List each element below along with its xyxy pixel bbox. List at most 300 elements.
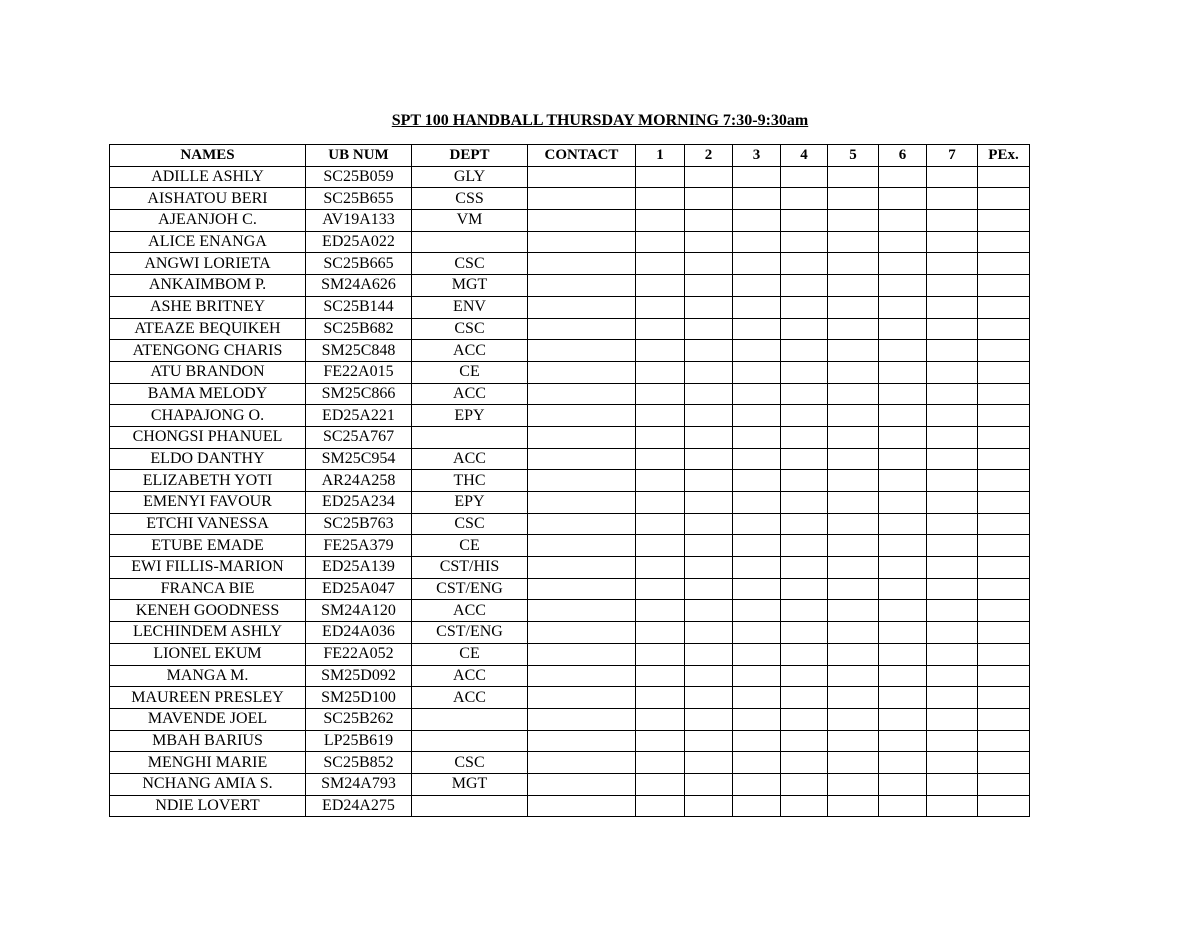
contact-cell [528,188,636,210]
session-6-cell [879,622,927,644]
session-1-cell [636,231,685,253]
session-3-cell [733,643,781,665]
dept-cell: CST/HIS [412,557,528,579]
pex-cell [978,492,1030,514]
session-7-cell [927,231,978,253]
dept-cell: CSC [412,752,528,774]
dept-cell: CSC [412,318,528,340]
header-session-5: 5 [828,145,879,167]
session-1-cell [636,730,685,752]
pex-cell [978,578,1030,600]
pex-cell [978,253,1030,275]
session-2-cell [685,492,733,514]
session-3-cell [733,340,781,362]
session-2-cell [685,687,733,709]
name-cell: EMENYI FAVOUR [110,492,306,514]
ub-num-cell: SM25D092 [306,665,412,687]
pex-cell [978,405,1030,427]
session-2-cell [685,535,733,557]
name-cell: ALICE ENANGA [110,231,306,253]
session-1-cell [636,687,685,709]
table-row [110,426,1030,448]
session-1-cell [636,752,685,774]
name-cell: NDIE LOVERT [110,795,306,817]
name-cell: LIONEL EKUM [110,643,306,665]
name-cell: ANKAIMBOM P. [110,275,306,297]
session-3-cell [733,296,781,318]
session-1-cell [636,557,685,579]
pex-cell [978,708,1030,730]
session-1-cell [636,275,685,297]
session-2-cell [685,275,733,297]
session-6-cell [879,166,927,188]
session-6-cell [879,643,927,665]
session-5-cell [828,665,879,687]
session-6-cell [879,665,927,687]
dept-cell: VM [412,210,528,232]
session-4-cell [781,188,828,210]
session-2-cell [685,470,733,492]
dept-cell: ACC [412,665,528,687]
dept-cell: ACC [412,340,528,362]
session-1-cell [636,622,685,644]
session-6-cell [879,752,927,774]
ub-num-cell: SC25A767 [306,426,412,448]
table-row [110,383,1030,405]
contact-cell [528,578,636,600]
session-6-cell [879,578,927,600]
dept-cell [412,795,528,817]
table-row [110,210,1030,232]
session-3-cell [733,622,781,644]
contact-cell [528,600,636,622]
session-2-cell [685,340,733,362]
session-4-cell [781,383,828,405]
name-cell: ATU BRANDON [110,361,306,383]
contact-cell [528,795,636,817]
dept-cell: ACC [412,383,528,405]
ub-num-cell: ED25A022 [306,231,412,253]
pex-cell [978,643,1030,665]
session-1-cell [636,448,685,470]
session-3-cell [733,665,781,687]
ub-num-cell: SC25B682 [306,318,412,340]
session-7-cell [927,492,978,514]
contact-cell [528,253,636,275]
header-session-7: 7 [927,145,978,167]
pex-cell [978,795,1030,817]
contact-cell [528,687,636,709]
session-1-cell [636,166,685,188]
table-row [110,643,1030,665]
session-7-cell [927,296,978,318]
pex-cell [978,752,1030,774]
session-4-cell [781,730,828,752]
session-5-cell [828,275,879,297]
session-7-cell [927,275,978,297]
session-2-cell [685,231,733,253]
session-7-cell [927,687,978,709]
session-5-cell [828,470,879,492]
contact-cell [528,665,636,687]
name-cell: KENEH GOODNESS [110,600,306,622]
table-row [110,340,1030,362]
session-4-cell [781,340,828,362]
table-row [110,622,1030,644]
session-1-cell [636,795,685,817]
ub-num-cell: AR24A258 [306,470,412,492]
contact-cell [528,448,636,470]
name-cell: NCHANG AMIA S. [110,773,306,795]
header-dept: DEPT [412,145,528,167]
session-1-cell [636,210,685,232]
ub-num-cell: FE25A379 [306,535,412,557]
session-2-cell [685,643,733,665]
contact-cell [528,492,636,514]
pex-cell [978,470,1030,492]
ub-num-cell: SM25C866 [306,383,412,405]
session-2-cell [685,188,733,210]
session-2-cell [685,383,733,405]
header-pex: PEx. [978,145,1030,167]
dept-cell: CE [412,643,528,665]
session-5-cell [828,318,879,340]
session-6-cell [879,318,927,340]
session-4-cell [781,600,828,622]
contact-cell [528,340,636,362]
session-5-cell [828,296,879,318]
contact-cell [528,275,636,297]
session-1-cell [636,492,685,514]
name-cell: AISHATOU BERI [110,188,306,210]
table-row [110,361,1030,383]
contact-cell [528,383,636,405]
name-cell: ELIZABETH YOTI [110,470,306,492]
table-row [110,405,1030,427]
session-4-cell [781,318,828,340]
session-3-cell [733,513,781,535]
session-7-cell [927,773,978,795]
session-4-cell [781,470,828,492]
session-1-cell [636,708,685,730]
ub-num-cell: ED25A221 [306,405,412,427]
session-6-cell [879,340,927,362]
session-3-cell [733,188,781,210]
header-session-3: 3 [733,145,781,167]
session-2-cell [685,557,733,579]
table-row [110,275,1030,297]
table-row [110,253,1030,275]
session-4-cell [781,253,828,275]
session-7-cell [927,253,978,275]
session-5-cell [828,361,879,383]
session-3-cell [733,600,781,622]
session-4-cell [781,296,828,318]
session-6-cell [879,405,927,427]
session-4-cell [781,535,828,557]
session-2-cell [685,600,733,622]
session-5-cell [828,600,879,622]
dept-cell: CE [412,535,528,557]
header-session-2: 2 [685,145,733,167]
table-row [110,795,1030,817]
session-6-cell [879,535,927,557]
session-4-cell [781,513,828,535]
session-2-cell [685,795,733,817]
dept-cell: CE [412,361,528,383]
contact-cell [528,231,636,253]
session-2-cell [685,296,733,318]
name-cell: LECHINDEM ASHLY [110,622,306,644]
dept-cell: ACC [412,600,528,622]
ub-num-cell: AV19A133 [306,210,412,232]
ub-num-cell: FE22A015 [306,361,412,383]
contact-cell [528,210,636,232]
contact-cell [528,405,636,427]
session-5-cell [828,253,879,275]
session-4-cell [781,166,828,188]
session-6-cell [879,600,927,622]
session-7-cell [927,752,978,774]
pex-cell [978,535,1030,557]
pex-cell [978,665,1030,687]
session-4-cell [781,426,828,448]
session-4-cell [781,687,828,709]
session-5-cell [828,557,879,579]
session-1-cell [636,253,685,275]
session-2-cell [685,665,733,687]
session-7-cell [927,361,978,383]
dept-cell [412,426,528,448]
session-6-cell [879,513,927,535]
dept-cell [412,231,528,253]
name-cell: ETCHI VANESSA [110,513,306,535]
ub-num-cell: SM24A120 [306,600,412,622]
table-body [110,166,1030,817]
session-7-cell [927,188,978,210]
table-row [110,296,1030,318]
session-1-cell [636,405,685,427]
table-row [110,600,1030,622]
session-5-cell [828,492,879,514]
document-title: SPT 100 HANDBALL THURSDAY MORNING 7:30-9:30am [391,112,809,129]
session-2-cell [685,405,733,427]
session-4-cell [781,492,828,514]
pex-cell [978,340,1030,362]
contact-cell [528,296,636,318]
session-4-cell [781,795,828,817]
session-7-cell [927,448,978,470]
contact-cell [528,752,636,774]
ub-num-cell: LP25B619 [306,730,412,752]
table-row [110,231,1030,253]
dept-cell: ACC [412,687,528,709]
session-2-cell [685,752,733,774]
session-7-cell [927,470,978,492]
session-5-cell [828,643,879,665]
session-3-cell [733,253,781,275]
table-row [110,448,1030,470]
session-5-cell [828,535,879,557]
session-5-cell [828,210,879,232]
dept-cell: EPY [412,405,528,427]
session-1-cell [636,470,685,492]
name-cell: ELDO DANTHY [110,448,306,470]
session-3-cell [733,166,781,188]
dept-cell: MGT [412,275,528,297]
session-7-cell [927,535,978,557]
session-4-cell [781,773,828,795]
pex-cell [978,687,1030,709]
contact-cell [528,470,636,492]
ub-num-cell: SM25C954 [306,448,412,470]
table-row [110,557,1030,579]
table-row [110,318,1030,340]
session-4-cell [781,231,828,253]
session-6-cell [879,383,927,405]
dept-cell: MGT [412,773,528,795]
table-header-row [110,145,1030,167]
pex-cell [978,730,1030,752]
session-1-cell [636,578,685,600]
pex-cell [978,773,1030,795]
session-3-cell [733,752,781,774]
ub-num-cell: ED25A139 [306,557,412,579]
session-6-cell [879,426,927,448]
session-3-cell [733,361,781,383]
contact-cell [528,708,636,730]
session-6-cell [879,795,927,817]
session-3-cell [733,426,781,448]
session-2-cell [685,361,733,383]
table-row [110,773,1030,795]
session-2-cell [685,708,733,730]
name-cell: ATEAZE BEQUIKEH [110,318,306,340]
dept-cell: ACC [412,448,528,470]
session-3-cell [733,773,781,795]
ub-num-cell: SC25B665 [306,253,412,275]
ub-num-cell: ED25A234 [306,492,412,514]
dept-cell: CST/ENG [412,622,528,644]
session-7-cell [927,405,978,427]
contact-cell [528,535,636,557]
ub-num-cell: SM25C848 [306,340,412,362]
pex-cell [978,231,1030,253]
contact-cell [528,318,636,340]
contact-cell [528,557,636,579]
dept-cell: CST/ENG [412,578,528,600]
name-cell: EWI FILLIS-MARION [110,557,306,579]
dept-cell: EPY [412,492,528,514]
dept-cell [412,730,528,752]
name-cell: MAUREEN PRESLEY [110,687,306,709]
ub-num-cell: ED25A047 [306,578,412,600]
header-ub-num: UB NUM [306,145,412,167]
session-1-cell [636,600,685,622]
session-4-cell [781,405,828,427]
pex-cell [978,383,1030,405]
pex-cell [978,600,1030,622]
contact-cell [528,166,636,188]
ub-num-cell: SC25B763 [306,513,412,535]
contact-cell [528,643,636,665]
session-4-cell [781,578,828,600]
session-5-cell [828,752,879,774]
session-6-cell [879,448,927,470]
session-6-cell [879,231,927,253]
dept-cell: CSC [412,513,528,535]
table-row [110,687,1030,709]
session-3-cell [733,470,781,492]
session-5-cell [828,795,879,817]
session-6-cell [879,687,927,709]
session-4-cell [781,275,828,297]
pex-cell [978,361,1030,383]
session-7-cell [927,708,978,730]
session-3-cell [733,405,781,427]
name-cell: CHONGSI PHANUEL [110,426,306,448]
session-1-cell [636,513,685,535]
session-2-cell [685,210,733,232]
session-2-cell [685,773,733,795]
ub-num-cell: SM24A793 [306,773,412,795]
session-4-cell [781,752,828,774]
session-3-cell [733,383,781,405]
session-7-cell [927,665,978,687]
ub-num-cell: SC25B059 [306,166,412,188]
session-3-cell [733,795,781,817]
session-7-cell [927,426,978,448]
session-4-cell [781,643,828,665]
session-5-cell [828,448,879,470]
session-3-cell [733,557,781,579]
ub-num-cell: FE22A052 [306,643,412,665]
session-7-cell [927,622,978,644]
header-session-6: 6 [879,145,927,167]
name-cell: ADILLE ASHLY [110,166,306,188]
session-3-cell [733,578,781,600]
session-5-cell [828,426,879,448]
session-6-cell [879,210,927,232]
pex-cell [978,448,1030,470]
session-7-cell [927,166,978,188]
session-3-cell [733,708,781,730]
session-6-cell [879,492,927,514]
session-3-cell [733,231,781,253]
session-5-cell [828,708,879,730]
table-row [110,665,1030,687]
session-7-cell [927,643,978,665]
session-1-cell [636,773,685,795]
session-5-cell [828,340,879,362]
session-3-cell [733,448,781,470]
session-6-cell [879,773,927,795]
contact-cell [528,513,636,535]
ub-num-cell: ED24A036 [306,622,412,644]
pex-cell [978,188,1030,210]
header-contact: CONTACT [528,145,636,167]
session-2-cell [685,448,733,470]
ub-num-cell: SC25B262 [306,708,412,730]
session-6-cell [879,730,927,752]
session-2-cell [685,622,733,644]
dept-cell: CSC [412,253,528,275]
ub-num-cell: SM24A626 [306,275,412,297]
session-3-cell [733,730,781,752]
session-5-cell [828,405,879,427]
session-5-cell [828,231,879,253]
dept-cell: GLY [412,166,528,188]
